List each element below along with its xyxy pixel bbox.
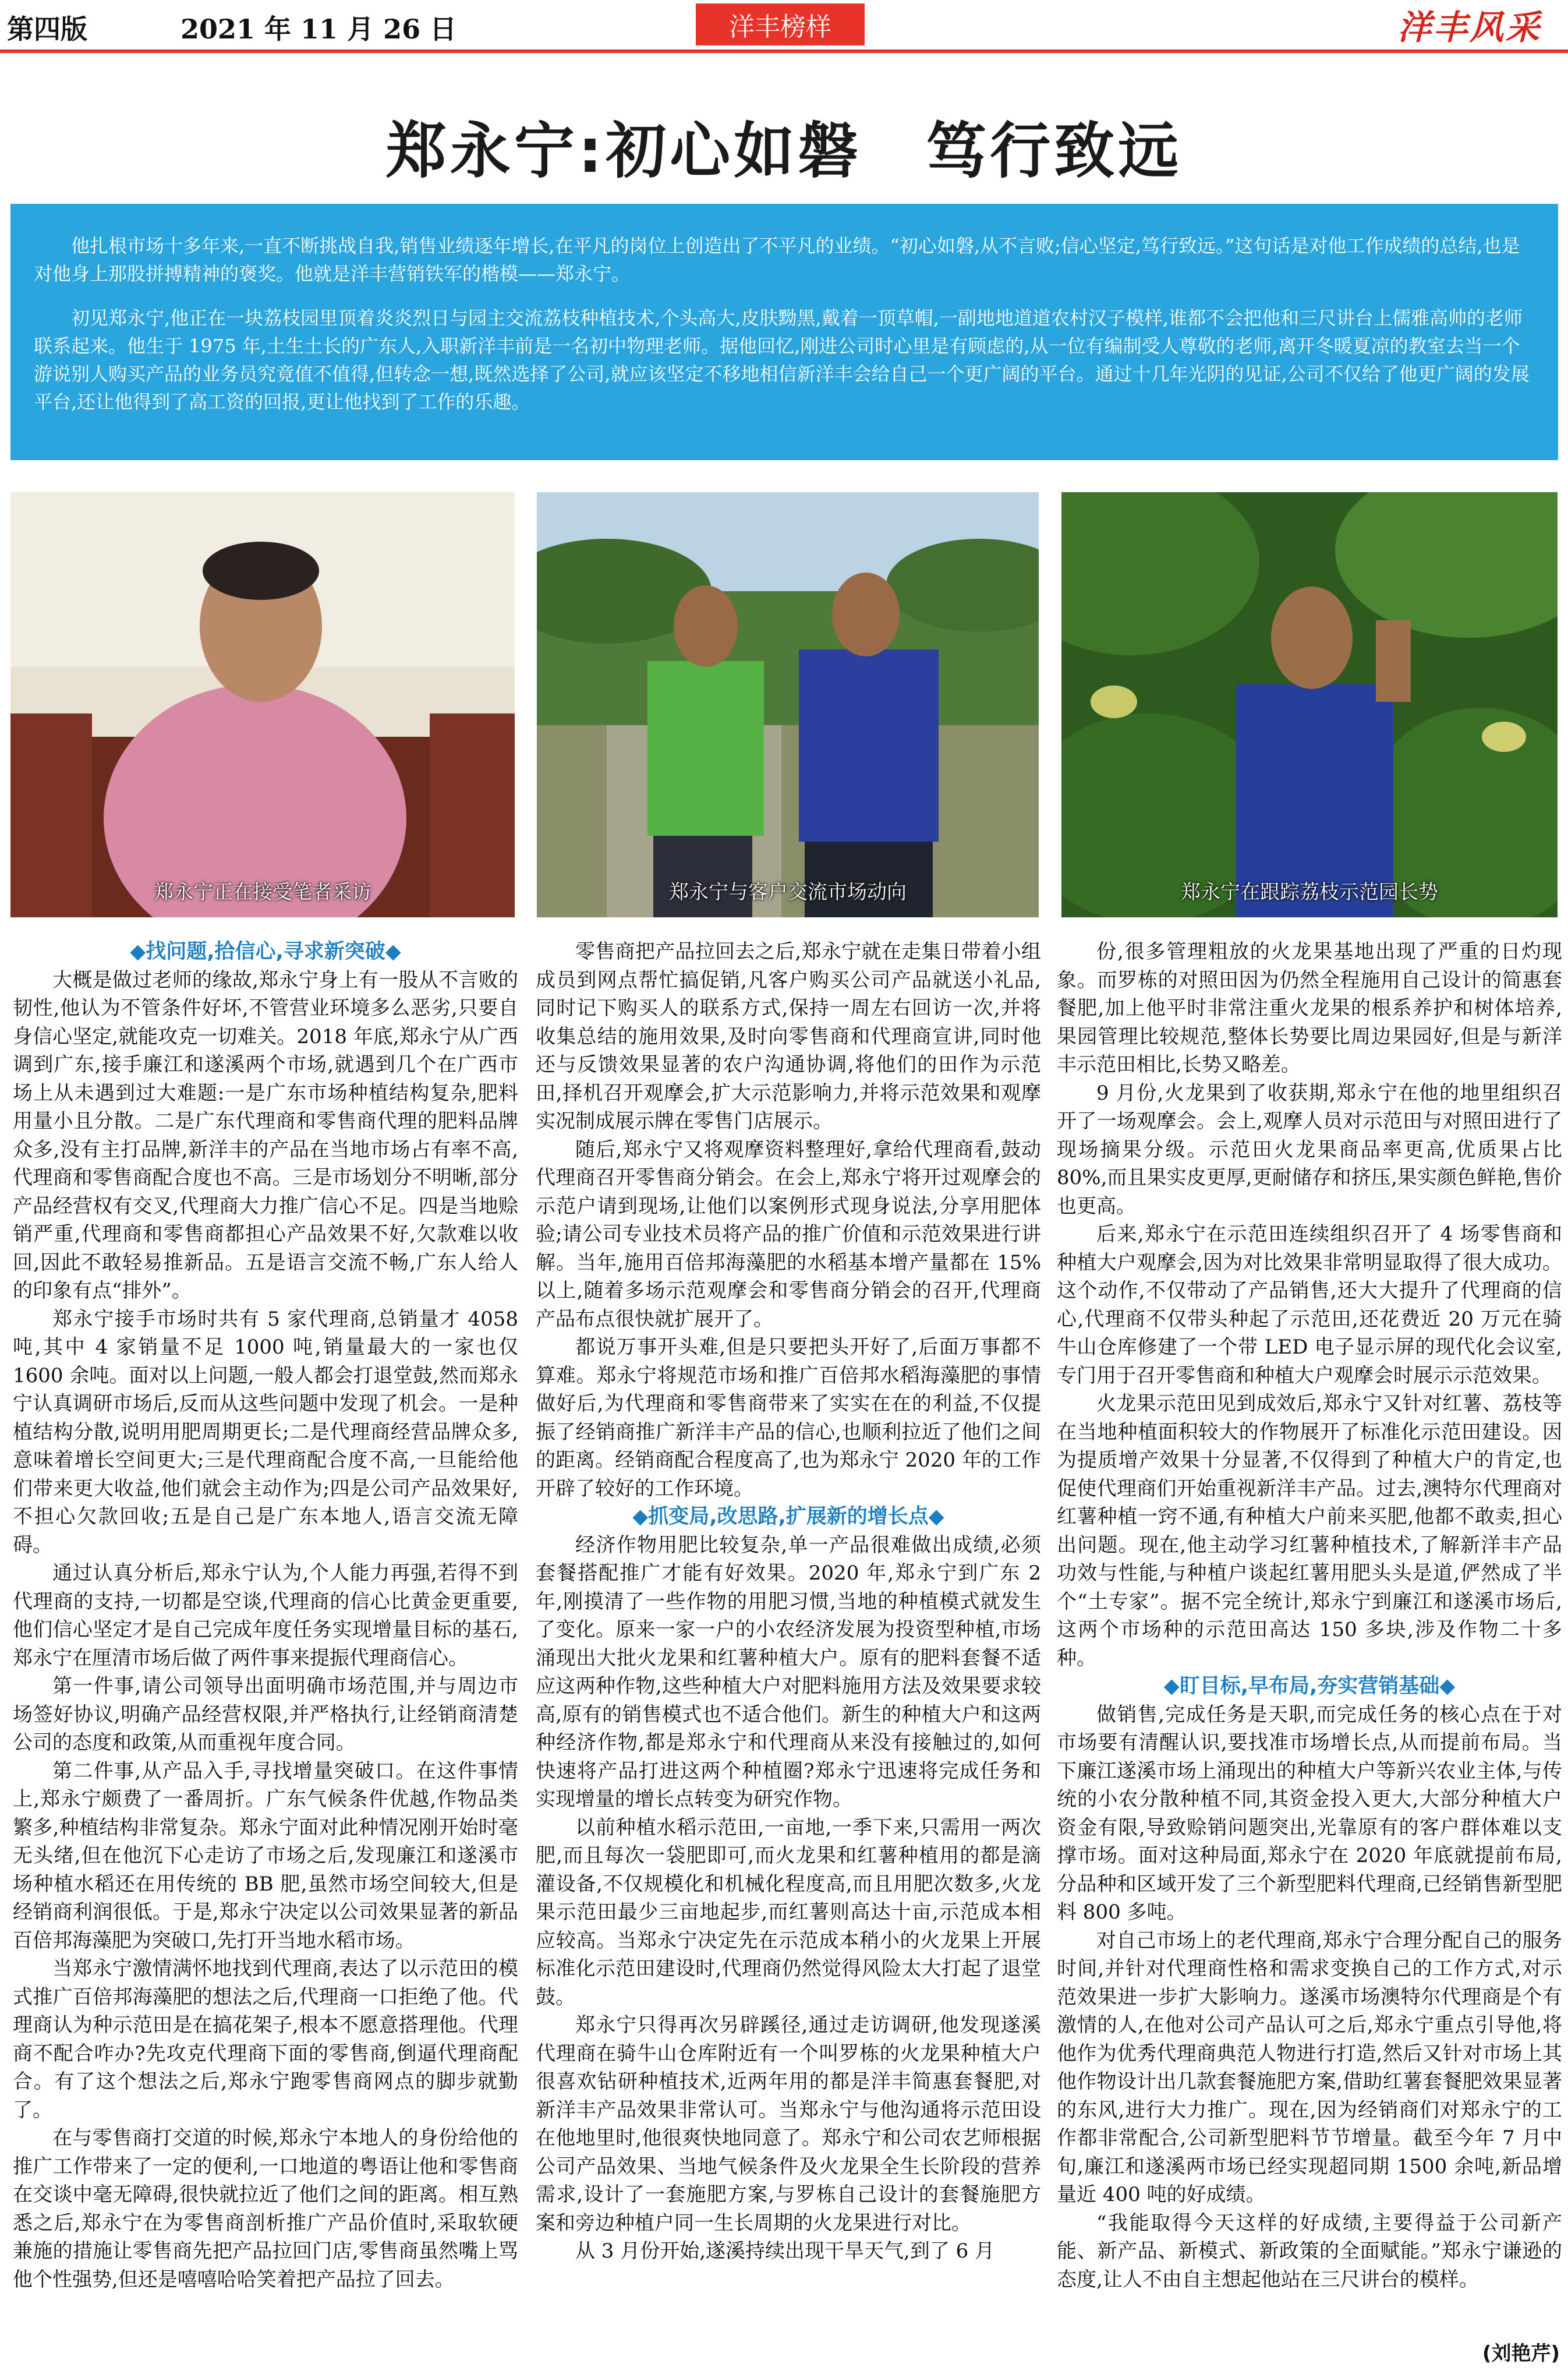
body-column-3 — [1057, 938, 1562, 2294]
photo-caption: 郑永宁正在接受笔者采访 — [154, 881, 371, 904]
photo-orchard-image — [1061, 492, 1558, 917]
lead-box — [10, 204, 1558, 460]
body-column-1 — [13, 938, 518, 2294]
body-paragraph: 零售商把产品拉回去之后,郑永宁就在走集日带着小组成员到网点帮忙搞促销,凡客户购买公司产品就送小礼品,同时记下购买人的联系方式,保持一周左右回访一次,并将收集总结的施用效果,及时向零售商和代理商宣讲,同时他还与反馈效果显著的农户沟通协调,将他们的田作为示范田,择机召开观摩会,扩大示范影响力,并将示范效果和观摩实况制成展示牌在零售门店展示。 — [536, 940, 1041, 1133]
newspaper-logo: 洋丰风采 — [1397, 8, 1542, 47]
body-paragraph: 在与零售商打交道的时候,郑永宁本地人的身份给他的推广工作带来了一定的便利,一口地道的粤语让他和零售商在交谈中毫无障碍,很快就拉近了他们之间的距离。相互熟悉之后,郑永宁在为零售商剖析推广产品价值时,采取软硬兼施的措施让零售商先把产品拉回门店,零售商虽然嘴上骂他个性强势,但还是嘻嘻哈哈笑着把产品拉了回去。 — [13, 2126, 518, 2291]
body-paragraph: 后来,郑永宁在示范田连续组织召开了 4 场零售商和种植大户观摩会,因为对比效果非常明显取得了很大成功。这个动作,不仅带动了产品销售,还大大提升了代理商的信心,代理商不仅带头种起了示范田,还花费近 20 万元在骑牛山仓库修建了一个带 LED 电子显示屏的现代化会议室,专门用于召开零售商和种植大户观摩会时展示示范效果。 — [1057, 1223, 1562, 1387]
body-paragraph: 当郑永宁激情满怀地找到代理商,表达了以示范田的模式推广百倍邦海藻肥的想法之后,代理商一口拒绝了他。代理商认为种示范田是在搞花架子,根本不愿意搭理他。代理商不配合咋办?先攻克代理商下面的零售商,倒逼代理商配合。有了这个想法之后,郑永宁跑零售商网点的脚步就勤了。 — [13, 1957, 518, 2122]
body-paragraph: 第一件事,请公司领导出面明确市场范围,并与周边市场签好协议,明确产品经营权限,并严格执行,让经销商清楚公司的态度和政策,从而重视年度合同。 — [13, 1674, 518, 1754]
body-column-2 — [536, 938, 1041, 2266]
photo-caption: 郑永宁与客户交流市场动向 — [669, 881, 907, 904]
body-paragraph: 做销售,完成任务是天职,而完成任务的核心点在于对市场要有清醒认识,要找准市场增长点,从而提前布局。当下廉江遂溪市场上涌现出的种植大户等新兴农业主体,与传统的小农分散种植不同,其资金投入更大,大部分种植大户资金有限,导致赊销问题突出,光靠原有的客户群体难以支撑市场。面对这种局面,郑永宁在 2020 年底就提前布局,分品种和区域开发了三个新型肥料代理商,已经销售新型肥料 800 多吨。 — [1057, 1702, 1562, 1924]
body-paragraph: 从 3 月份开始,遂溪持续出现干旱天气,到了 6 月 — [575, 2239, 995, 2263]
body-paragraph: 以前种植水稻示范田,一亩地,一季下来,只需用一两次肥,而且每次一袋肥即可,而火龙果和红薯种植用的都是滴灌设备,不仅规模化和机械化程度高,而且用肥次数多,火龙果示范田最少三亩地起步,而红薯则高达十亩,示范成本相应较高。当郑永宁决定先在示范成本稍小的火龙果上开展标准化示范田建设时,代理商仍然觉得风险太大打起了退堂鼓。 — [536, 1815, 1041, 2009]
body-paragraph: 郑永宁只得再次另辟蹊径,通过走访调研,他发现遂溪代理商在骑牛山仓库附近有一个叫罗栋的火龙果种植大户很喜欢钻研种植技术,近两年用的都是洋丰简惠套餐肥,对新洋丰产品效果非常认可。当郑永宁与他沟通将示范田设在他地里时,他很爽快地同意了。郑永宁和公司农艺师根据公司产品效果、当地气候条件及火龙果全生长阶段的营养需求,设计了一套施肥方案,与罗栋自己设计的套餐施肥方案和旁边种植户同一生长周期的火龙果进行对比。 — [536, 2013, 1041, 2235]
body-paragraph: 火龙果示范田见到成效后,郑永宁又针对红薯、荔枝等在当地种植面积较大的作物展开了标准化示范田建设。因为提质增产效果十分显著,不仅得到了种植大户的肯定,也促使代理商们开始重视新洋丰产品。过去,澳特尔代理商对红薯种植一窍不通,有种植大户前来买肥,他都不敢卖,担心出问题。现在,他主动学习红薯种植技术,了解新洋丰产品功效与性能,与种植户谈起红薯用肥头头是道,俨然成了半个“土专家”。据不完全统计,郑永宁到廉江和遂溪市场后,这两个市场种的示范田高达 150 多块,涉及作物二十多种。 — [1057, 1392, 1562, 1670]
photo-caption: 郑永宁在跟踪荔枝示范园长势 — [1181, 881, 1438, 904]
section-subheading: ◆抓变局,改思路,扩展新的增长点◆ — [632, 1505, 944, 1528]
byline: (刘艳芹) — [1482, 2342, 1560, 2365]
body-paragraph: 大概是做过老师的缘故,郑永宁身上有一股从不言败的韧性,他认为不管条件好坏,不管营业环境多么恶劣,只要自身信心坚定,就能攻克一切难关。2018 年底,郑永宁从广西调到广东,接手廉江和遂溪两个市场,就遇到几个在广西市场上从未遇到过大难题:一是广东市场种植结构复杂,肥料用量小且分散。二是广东代理商和零售商代理的肥料品牌众多,没有主打品牌,新洋丰的产品在当地市场占有率不高,代理商和零售商配合度也不高。三是市场划分不明晰,部分产品经营权有交叉,代理商大力推广信心不足。四是当地赊销严重,代理商和零售商都担心产品效果不好,欠款难以收回,因此不敢轻易推新品。五是语言交流不畅,广东人给人的印象有点“排外”。 — [13, 968, 518, 1302]
body-paragraph: 通过认真分析后,郑永宁认为,个人能力再强,若得不到代理商的支持,一切都是空谈,代理商的信心比黄金更重要,他们信心坚定才是自己完成年度任务实现增量目标的基石,郑永宁在厘清市场后做了两件事来提振代理商信心。 — [13, 1562, 518, 1670]
photo-interview — [10, 492, 515, 917]
photo-field-talk-image — [537, 492, 1039, 917]
section-subheading: ◆盯目标,早布局,夯实营销基础◆ — [1163, 1674, 1456, 1698]
masthead-rule — [0, 50, 1568, 53]
body-paragraph: 都说万事开头难,但是只要把头开好了,后面万事都不算难。郑永宁将规范市场和推广百倍邦水稻海藻肥的事情做好后,为代理商和零售商带来了实实在在的利益,不仅提振了经销商推广新洋丰产品的信心,也顺利拉近了他们之间的距离。经销商配合程度高了,也为郑永宁 2020 年的工作开辟了较好的工作环境。 — [536, 1336, 1041, 1500]
body-paragraph: 经济作物用肥比较复杂,单一产品很难做出成绩,必须套餐搭配推广才能有好效果。2020 年,郑永宁到广东 2 年,刚摸清了一些作物的用肥习惯,当地的种植模式就发生了变化。原来一家一户的小农经济发展为投资型种植,市场涌现出大批火龙果和红薯种植大户。原有的肥料套餐不适应这两种作物,这些种植大户对肥料施用方法及效果要求较高,原有的销售模式也不适合他们。新生的种植大户和这两种经济作物,都是郑永宁和代理商从来没有接触过的,如何快速将产品打进这两个种植圈?郑永宁迅速将完成任务和实现增量的增长点转变为研究作物。 — [536, 1533, 1041, 1811]
masthead — [0, 0, 1568, 50]
body-paragraph: 对自己市场上的老代理商,郑永宁合理分配自己的服务时间,并针对代理商性格和需求变换自己的工作方式,对示范效果进一步扩大影响力。遂溪市场澳特尔代理商是个有激情的人,在他对公司产品认可之后,郑永宁重点引导他,将他作为优秀代理商典范人物进行打造,然后又针对市场上其他作物设计出几款套餐施肥方案,借助红薯套餐肥效果显著的东风,进行大力推广。现在,因为经销商们对郑永宁的工作都非常配合,公司新型肥料节节增量。截至今年 7 月中旬,廉江和遂溪两市场已经实现超同期 1500 余吨,新品增量近 400 吨的好成绩。 — [1057, 1928, 1562, 2206]
article-title: 郑永宁:初心如磐 笃行致远 — [385, 115, 1183, 186]
body-paragraph: 郑永宁接手市场时共有 5 家代理商,总销量才 4058 吨,其中 4 家销量不足 1000 吨,销量最大的一家也仅 1600 余吨。面对以上问题,一般人都会打退堂鼓,然而郑永宁认真调研市场后,反而从这些问题中发现了机会。一是种植结构分散,说明用肥周期更长;二是代理商经营品牌众多,意味着增长空间更大;三是代理商配合度不高,一旦能给他们带来更大收益,他们就会主动作为;四是公司产品效果好,不担心欠款回收;五是自己是广东本地人,语言交流无障碍。 — [13, 1307, 518, 1557]
column-tag: 洋丰榜样 — [696, 3, 865, 45]
issue-date: 2021 年 11 月 26 日 — [180, 13, 457, 45]
lead-paragraph: 初见郑永宁,他正在一块荔枝园里顶着炎炎烈日与园主交流荔枝种植技术,个头高大,皮肤黝黑,戴着一顶草帽,一副地地道道农村汉子模样,谁都不会把他和三尺讲台上儒雅高帅的老师联系起来。他生于 1975 年,土生土长的广东人,入职新洋丰前是一名初中物理老师。据他回忆,刚进公司时心里是有顾虑的,从一位有编制受人尊敬的老师,离开冬暖夏凉的教室去当一个游说别人购买产品的业务员究竟值不值得,但转念一想,既然选择了公司,就应该坚定不移地相信新洋丰会给自己一个更广阔的平台。通过十几年光阴的见证,公司不仅给了他更广阔的发展平台,还让他得到了高工资的回报,更让他找到了工作的乐趣。 — [34, 307, 1530, 413]
body-paragraph: 9 月份,火龙果到了收获期,郑永宁在他的地里组织召开了一场观摩会。会上,观摩人员对示范田与对照田进行了现场摘果分级。示范田火龙果商品率更高,优质果占比 80%,而且果实皮更厚,更耐储存和挤压,果实颜色鲜艳,售价也更高。 — [1057, 1081, 1562, 1218]
page-number: 第四版 — [7, 13, 87, 45]
photo-interview-image — [10, 492, 515, 917]
photo-orchard — [1061, 492, 1558, 917]
section-subheading: ◆找问题,拾信心,寻求新突破◆ — [130, 940, 401, 963]
body-paragraph: 份,很多管理粗放的火龙果基地出现了严重的日灼现象。而罗栋的对照田因为仍然全程施用自己设计的简惠套餐肥,加上他平时非常注重火龙果的根系养护和树体培养,果园管理比较规范,整体长势要比周边果园好,但是与新洋丰示范田相比,长势又略差。 — [1057, 940, 1562, 1076]
body-paragraph: “我能取得今天这样的好成绩,主要得益于公司新产能、新产品、新模式、新政策的全面赋能。”郑永宁谦逊的态度,让人不由自主想起他站在三尺讲台的模样。 — [1057, 2211, 1562, 2291]
body-paragraph: 第二件事,从产品入手,寻找增量突破口。在这件事情上,郑永宁颇费了一番周折。广东气候条件优越,作物品类繁多,种植结构非常复杂。郑永宁面对此种情况刚开始时毫无头绪,但在他沉下心走访了市场之后,发现廉江和遂溪市场种植水稻还在用传统的 BB 肥,虽然市场空间较大,但是经销商利润很低。于是,郑永宁决定以公司效果显著的新品百倍邦海藻肥为突破口,先打开当地水稻市场。 — [13, 1759, 518, 1952]
photo-field-talk — [537, 492, 1039, 917]
lead-paragraph: 他扎根市场十多年来,一直不断挑战自我,销售业绩逐年增长,在平凡的岗位上创造出了不平凡的业绩。“初心如磐,从不言败;信心坚定,笃行致远。”这句话是对他工作成绩的总结,也是对他身上那股拼搏精神的褒奖。他就是洋丰营销铁军的楷模——郑永宁。 — [34, 235, 1520, 285]
body-paragraph: 随后,郑永宁又将观摩资料整理好,拿给代理商看,鼓动代理商召开零售商分销会。在会上,郑永宁将开过观摩会的示范户请到现场,让他们以案例形式现身说法,分享用肥体验;请公司专业技术员将产品的推广价值和示范效果进行讲解。当年,施用百倍邦海藻肥的水稻基本增产量都在 15%以上,随着多场示范观摩会和零售商分销会的召开,代理商产品布点很快就扩展开了。 — [536, 1137, 1041, 1331]
